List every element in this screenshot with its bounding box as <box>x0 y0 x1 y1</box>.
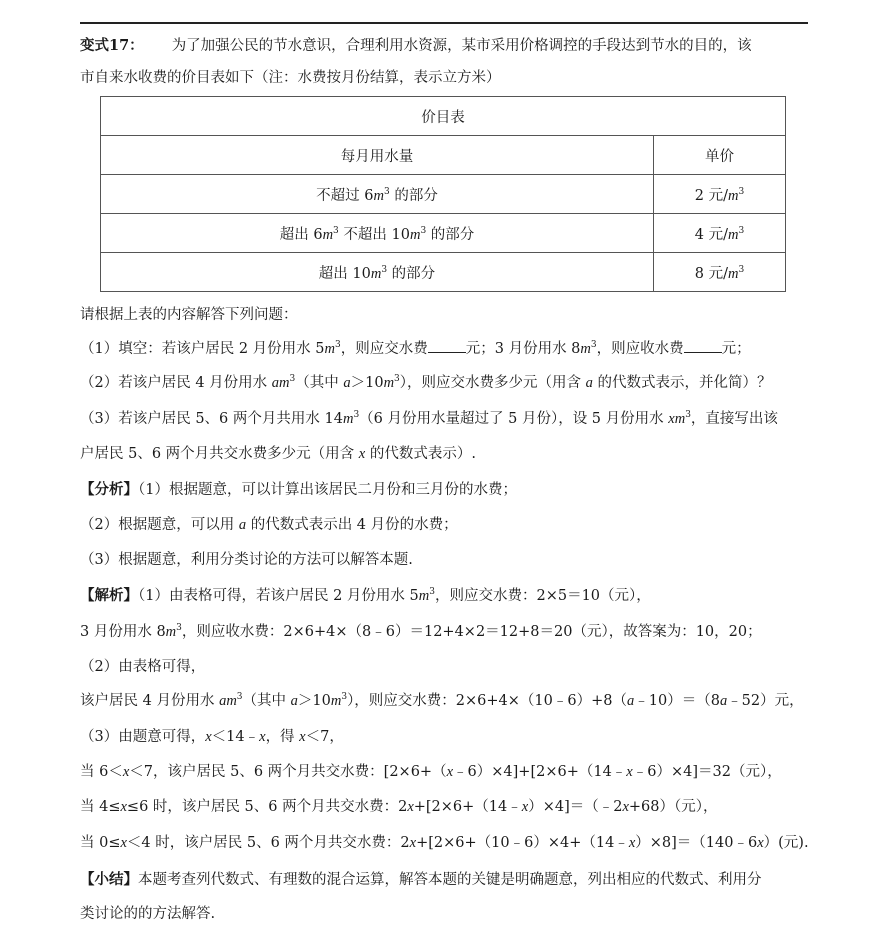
solution-2: 3 月份用水 $8m^3$，则应收水费：2×6+4×（8﹣6）＝12+4×2＝12+8＝20（元），故答案为：10，20； <box>80 623 762 640</box>
top-rule <box>80 22 808 24</box>
problem-heading <box>80 36 810 56</box>
solution-7: 当 4≤x≤6 时，该户居民 5、6 两个月共交水费：2x+[2×6+（14﹣x）×4]＝（﹣2x+68）（元）， <box>80 799 718 815</box>
question-1: （1）填空：若该户居民 2 月份用水 $5m^3$，则应交水费 元；3 月份用水 $8m^3$，则应收水费 元； <box>80 340 751 357</box>
price-cell: 4 元$/m^3$ <box>654 214 786 253</box>
range-cell: 超出 $10m^3$ 的部分 <box>101 253 654 292</box>
analysis-2: （2）根据题意，可以用 a 的代数式表示出 4 月份的水费； <box>80 517 458 533</box>
analysis-1: 【分析】（1）根据题意，可以计算出该居民二月份和三月份的水费； <box>80 481 517 498</box>
table-row <box>101 253 786 292</box>
analysis-3: （3）根据题意，利用分类讨论的方法可以解答本题. <box>80 552 413 568</box>
answer-blank[interactable] <box>428 351 466 353</box>
solution-6: 当 6＜x＜7，该户居民 5、6 两个月共交水费：[2×6+（x﹣6）×4]+[2×6+（14﹣x﹣6）×4]＝32（元）， <box>80 764 782 780</box>
table-row <box>101 175 786 214</box>
question-3: （3）若该户居民 5、6 两个月共用水 $14m^3(6$ 月份用水量超过了 5 月份），设 5 月份用水 $xm^3$，直接写出该 <box>80 410 778 427</box>
intro-line-2: 市自来水收费的价目表如下（注：水费按月份结算，表示立方米） <box>80 70 501 86</box>
price-table <box>100 96 786 292</box>
question-3-cont: 户居民 5、6 两个月共交水费多少元（用含 x 的代数式表示）. <box>80 446 476 462</box>
intro-line-1: 为了加强公民的节水意识，合理利用水资源，某市采用价格调控的手段达到节水的目的，该 <box>171 38 752 54</box>
solution-5: （3）由题意可得，x＜14﹣x，得 x＜7， <box>80 729 344 745</box>
question-intro: 请根据上表的内容解答下列问题： <box>80 307 298 323</box>
table-title: 价目表 <box>101 97 786 136</box>
summary-1: 【小结】本题考查列代数式、有理数的混合运算，解答本题的关键是明确题意，列出相应的代数式、利用分 <box>80 871 762 888</box>
analysis-label: 【分析】 <box>80 481 138 498</box>
price-cell: 8 元$/m^3$ <box>654 253 786 292</box>
table-header-usage: 每月用水量 <box>101 136 654 175</box>
solution-4: 该户居民 4 月份用水 $am^3$（其中 $a>10m^3$），则应交水费：2×6+4×（10﹣6）+8（a﹣10）＝（8a﹣52）元， <box>80 692 804 709</box>
variant-label: 变式17： <box>80 37 144 54</box>
question-2: （2）若该户居民 4 月份用水 $am^3$（其中 $a>10m^3$），则应交水费多少元（用含 a 的代数式表示，并化简）？ <box>80 374 772 391</box>
solution-8: 当 0≤x＜4 时，该户居民 5、6 两个月共交水费：2x+[2×6+（10﹣6）×4+（14﹣x）×8]＝（140﹣6x）(元). <box>80 835 809 851</box>
answer-blank[interactable] <box>684 351 722 353</box>
table-row <box>101 214 786 253</box>
solution-1: 【解析】（1）由表格可得，若该户居民 2 月份用水 $5m^3$，则应交水费：2×5＝10（元）， <box>80 587 651 604</box>
solution-3: （2）由表格可得， <box>80 659 206 675</box>
price-cell: 2 元$/m^3$ <box>654 175 786 214</box>
range-cell: 不超过 $6m^3$ 的部分 <box>101 175 654 214</box>
range-cell: 超出 $6m^3$ 不超出 $10m^3$ 的部分 <box>101 214 654 253</box>
table-header-price: 单价 <box>654 136 786 175</box>
summary-2: 类讨论的的方法解答. <box>80 906 216 922</box>
solution-label: 【解析】 <box>80 587 138 604</box>
summary-label: 【小结】 <box>80 871 138 888</box>
